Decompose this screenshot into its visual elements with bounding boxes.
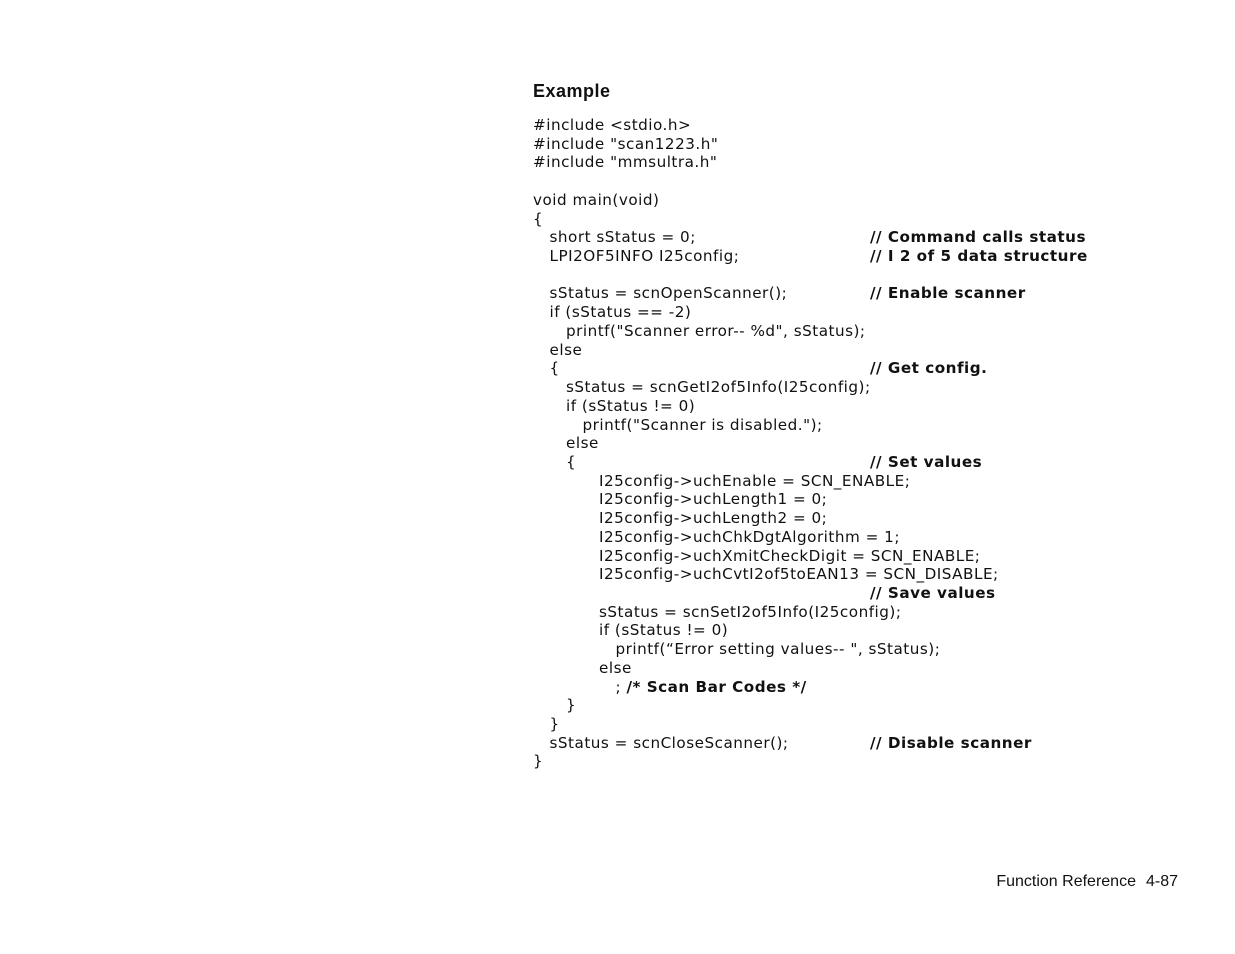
- code-statement: if (sStatus == -2): [549, 303, 692, 322]
- code-text: [616, 640, 941, 659]
- code-statement: LPI2OF5INFO I25config;: [549, 247, 740, 266]
- code-statement: {: [549, 359, 560, 378]
- code-text: [616, 678, 807, 697]
- code-statement: sStatus = scnOpenScanner();: [549, 284, 788, 303]
- code-statement: else: [599, 658, 632, 677]
- code-text: [533, 135, 718, 154]
- code-statement: short sStatus = 0;: [549, 228, 696, 247]
- code-text: [599, 528, 900, 547]
- code-text: [599, 490, 827, 509]
- footer-section-title: Function Reference: [996, 873, 1136, 890]
- code-comment: // Disable scanner: [870, 733, 1032, 752]
- code-statement: #include "mmsultra.h": [533, 153, 718, 172]
- code-text: [533, 752, 543, 771]
- code-statement: void main(void): [533, 190, 660, 209]
- code-statement: }: [533, 752, 544, 771]
- code-statement: sStatus = scnGetI2of5Info(I25config);: [566, 378, 871, 397]
- code-text: [599, 565, 999, 584]
- code-statement: }: [549, 715, 560, 733]
- code-text: [599, 547, 980, 566]
- code-statement: else: [566, 434, 599, 453]
- code-statement: sStatus = scnSetI2of5Info(I25config);: [599, 602, 902, 621]
- code-text: [599, 509, 827, 528]
- code-text: [533, 210, 543, 229]
- code-comment: // Enable scanner: [870, 284, 1026, 303]
- code-statement: if (sStatus != 0): [566, 396, 696, 415]
- code-statement: printf("Scanner is disabled.");: [582, 415, 823, 434]
- code-text: [533, 116, 691, 135]
- code-statement: else: [549, 340, 583, 359]
- code-text: [533, 153, 717, 172]
- code-statement: printf(“Error setting values-- ", sStatus);: [615, 640, 941, 659]
- code-text: [550, 284, 788, 303]
- code-statement: ;: [615, 677, 622, 696]
- code-text: [566, 453, 576, 472]
- code-statement: sStatus = scnCloseScanner();: [549, 733, 789, 752]
- code-comment: // Set values: [870, 452, 983, 471]
- code-text: [550, 303, 692, 322]
- code-comment: // Command calls status: [870, 228, 1086, 247]
- code-comment: // I 2 of 5 data structure: [870, 247, 1088, 266]
- code-statement: #include <stdio.h>: [533, 116, 692, 134]
- code-statement: I25config->uchCvtI2of5toEAN13 = SCN_DISABLE;: [599, 565, 999, 584]
- section-heading: Example: [533, 81, 611, 101]
- code-statement: {: [566, 452, 577, 471]
- code-statement: printf("Scanner error-- %d", sStatus);: [566, 321, 866, 340]
- code-text: [550, 228, 696, 247]
- code-text: [533, 191, 659, 210]
- code-text: [566, 434, 599, 453]
- code-text: [566, 322, 866, 341]
- code-statement: I25config->uchLength2 = 0;: [599, 509, 828, 528]
- code-text: [550, 734, 789, 753]
- code-comment: // Save values: [870, 583, 996, 602]
- code-text: [599, 621, 728, 640]
- code-text: [599, 603, 901, 622]
- code-text: [550, 359, 560, 378]
- code-statement: I25config->uchLength1 = 0;: [599, 490, 828, 509]
- code-text: [599, 472, 910, 491]
- code-text: [566, 696, 576, 715]
- code-statement: #include "scan1223.h": [533, 134, 719, 153]
- code-statement: I25config->uchEnable = SCN_ENABLE;: [599, 471, 911, 490]
- code-comment: // Get config.: [870, 359, 988, 378]
- page-footer: [996, 873, 1178, 891]
- code-text: [550, 341, 583, 360]
- code-text: [566, 378, 871, 397]
- code-text: [566, 397, 695, 416]
- code-text: [550, 247, 740, 266]
- code-text: [599, 659, 632, 678]
- page-number: 4-87: [1145, 873, 1178, 890]
- code-statement: }: [566, 696, 577, 715]
- code-statement: I25config->uchXmitCheckDigit = SCN_ENABLE;: [599, 546, 981, 565]
- code-statement: I25config->uchChkDgtAlgorithm = 1;: [599, 527, 900, 546]
- code-statement: if (sStatus != 0): [599, 621, 729, 640]
- code-text: [550, 715, 560, 734]
- code-statement: {: [533, 209, 544, 228]
- inline-comment: /* Scan Bar Codes */: [626, 677, 807, 696]
- code-text: [583, 416, 823, 435]
